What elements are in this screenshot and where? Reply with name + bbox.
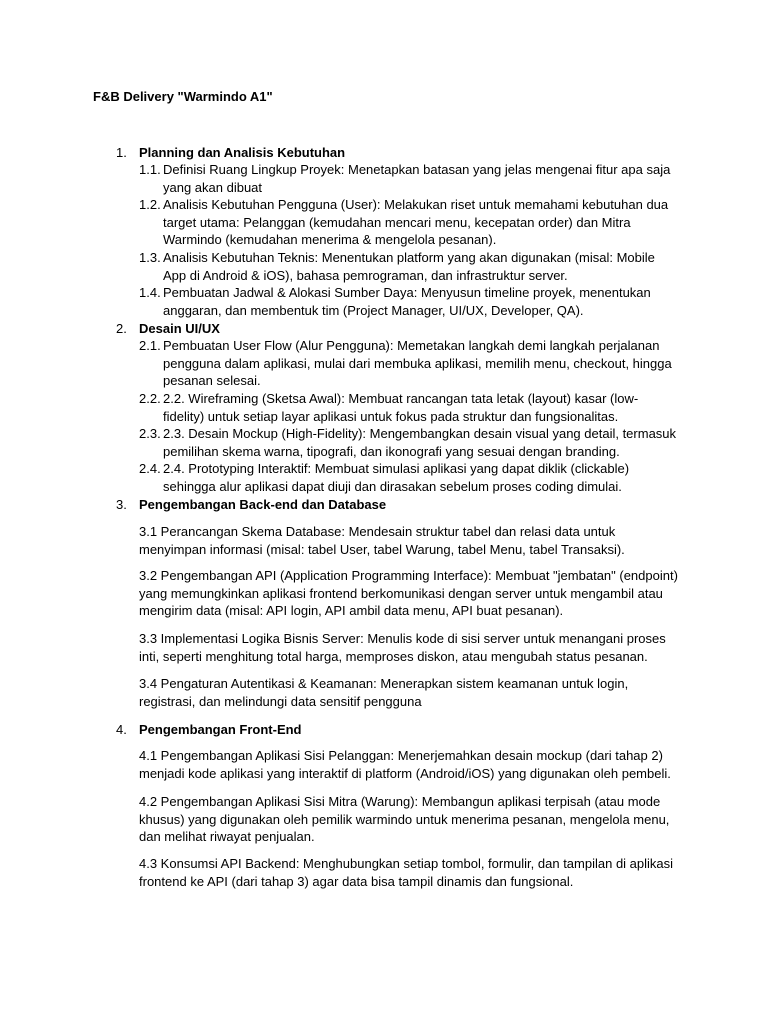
item-number: 2.2.: [139, 391, 161, 406]
item-text: Analisis Kebutuhan Teknis: Menentukan platform yang akan digunakan (misal: Mobile App di Android & iOS), bahasa pemrograman, dan infrastruktur server.: [163, 250, 655, 283]
paragraph: 3.4 Pengaturan Autentikasi & Keamanan: Menerapkan sistem keamanan untuk login, registrasi, dan melindungi data sensitif pengguna: [139, 676, 629, 709]
item-number: 1.2.: [139, 197, 161, 212]
item-number: 1.1.: [139, 162, 161, 177]
section-title: Pengembangan Front-End: [139, 722, 302, 737]
section-title: Desain UI/UX: [139, 321, 220, 336]
list-item: [139, 460, 679, 495]
item-number: 1.3.: [139, 250, 161, 265]
item-number: 2.3.: [139, 426, 161, 441]
section-number: 3.: [116, 497, 127, 512]
item-number: 2.4.: [139, 461, 161, 476]
paragraph: 4.3 Konsumsi API Backend: Menghubungkan setiap tombol, formulir, dan tampilan di aplikasi frontend ke API (dari tahap 3) agar data bisa tampil dinamis dan fungsional.: [139, 856, 674, 889]
section-number: 1.: [116, 145, 127, 160]
item-number: 1.4.: [139, 285, 161, 300]
item-number: 2.1.: [139, 338, 161, 353]
item-text: Analisis Kebutuhan Pengguna (User): Melakukan riset untuk memahami kebutuhan dua target utama: Pelanggan (kemudahan mencari menu, kecepatan order) dan Mitra Warmindo (kemudahan menerima & mengelola pesanan).: [163, 197, 669, 248]
list-item: [139, 196, 679, 249]
item-text: 2.3. Desain Mockup (High-Fidelity): Mengembangkan desain visual yang detail, termasuk pemilihan skema warna, tipografi, dan ikonografi yang sesuai dengan branding.: [163, 426, 677, 459]
list-item: [139, 390, 679, 425]
item-text: 2.4. Prototyping Interaktif: Membuat simulasi aplikasi yang dapat diklik (clickable) sehingga alur aplikasi dapat diuji dan dirasakan sebelum proses coding dimulai.: [163, 461, 630, 494]
item-text: Pembuatan Jadwal & Alokasi Sumber Daya: Menyusun timeline proyek, menentukan anggaran, dan membentuk tim (Project Manager, UI/UX, Developer, QA).: [163, 285, 651, 318]
list-item: [139, 284, 679, 319]
list-item: [139, 425, 679, 460]
paragraph: 3.1 Perancangan Skema Database: Mendesain struktur tabel dan relasi data untuk menyimpan informasi (misal: tabel User, tabel Warung, tabel Menu, tabel Transaksi).: [139, 524, 625, 557]
document-title: F&B Delivery "Warmindo A1": [93, 89, 273, 104]
section-number: 2.: [116, 321, 127, 336]
section-number: 4.: [116, 722, 127, 737]
section-title: Pengembangan Back-end dan Database: [139, 497, 387, 512]
section-title: Planning dan Analisis Kebutuhan: [139, 145, 346, 160]
paragraph: 4.2 Pengembangan Aplikasi Sisi Mitra (Warung): Membangun aplikasi terpisah (atau mode khusus) yang digunakan oleh pemilik warmindo untuk menerima pesanan, mengelola menu, dan melihat riwayat penjualan.: [139, 794, 670, 845]
paragraph: 3.2 Pengembangan API (Application Programming Interface): Membuat "jembatan" (endpoint) yang memungkinkan aplikasi frontend berkomunikasi dengan server untuk mengambil atau mengirim data (misal: API login, API ambil data menu, API buat pesanan).: [139, 568, 678, 619]
paragraph: 4.1 Pengembangan Aplikasi Sisi Pelanggan: Menerjemahkan desain mockup (dari tahap 2) menjadi kode aplikasi yang interaktif di platform (Android/iOS) yang digunakan oleh pembeli.: [139, 748, 671, 781]
paragraph: 3.3 Implementasi Logika Bisnis Server: Menulis kode di sisi server untuk menangani proses inti, seperti menghitung total harga, memproses diskon, atau mengubah status pesanan.: [139, 631, 666, 664]
item-text: Definisi Ruang Lingkup Proyek: Menetapkan batasan yang jelas mengenai fitur apa saja yang akan dibuat: [163, 162, 671, 195]
list-item: [139, 161, 679, 196]
item-text: 2.2. Wireframing (Sketsa Awal): Membuat rancangan tata letak (layout) kasar (low-fidelity) untuk setiap layar aplikasi untuk fokus pada struktur dan fungsionalitas.: [163, 391, 639, 424]
item-text: Pembuatan User Flow (Alur Pengguna): Memetakan langkah demi langkah perjalanan pengguna dalam aplikasi, mulai dari membuka aplikasi, memilih menu, checkout, hingga pesanan selesai.: [163, 338, 672, 389]
list-item: [139, 337, 679, 390]
list-item: [139, 249, 679, 284]
